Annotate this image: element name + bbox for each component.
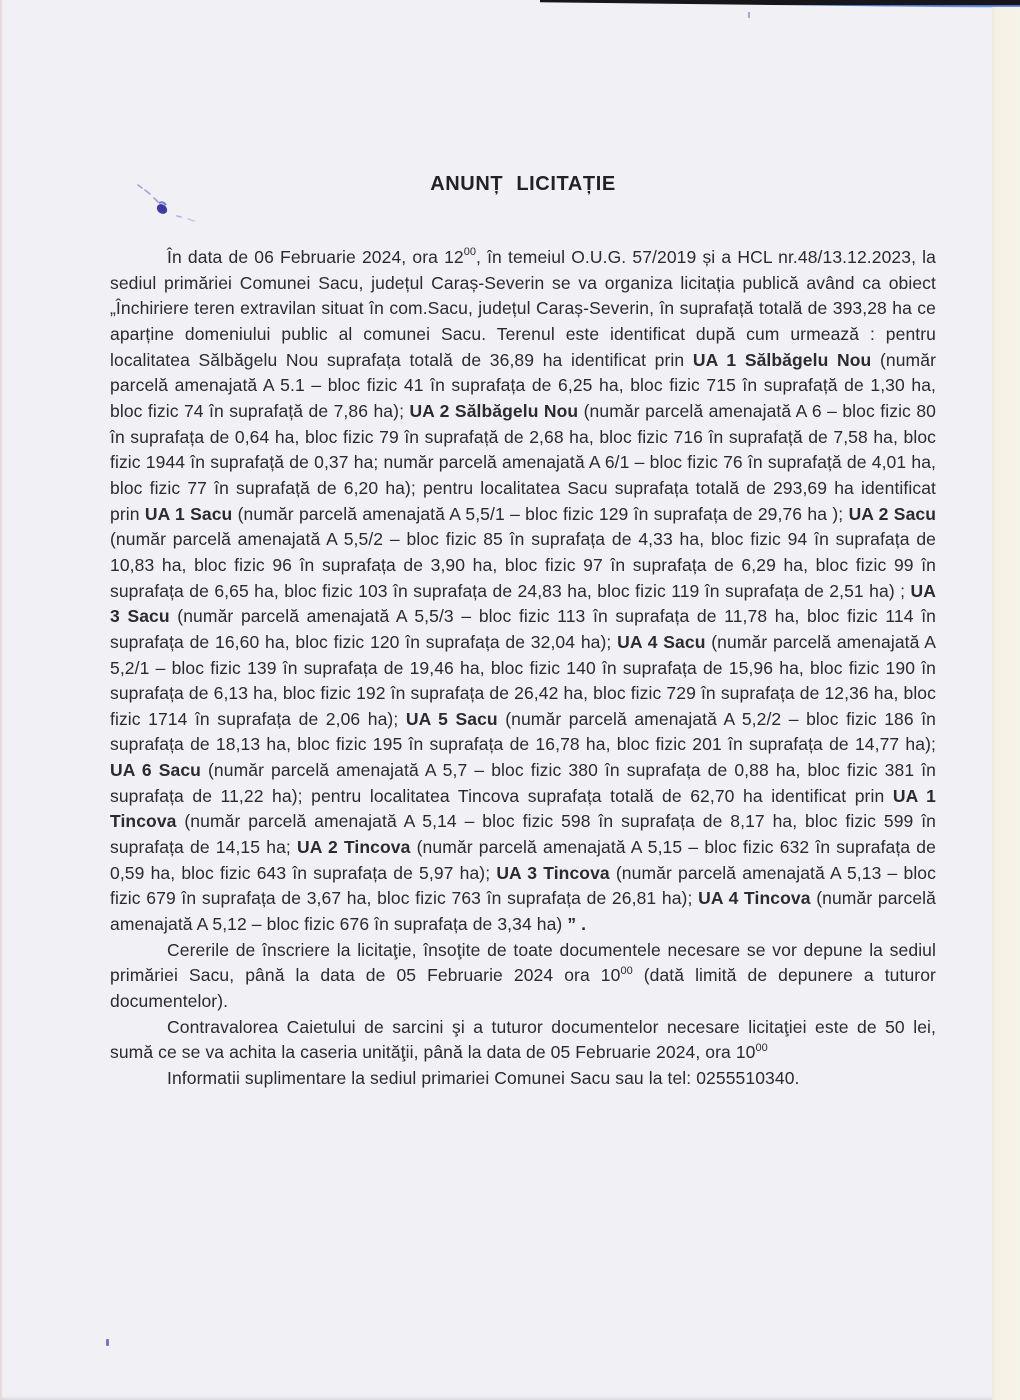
document-body [110, 173, 936, 1092]
paragraph-contact: Informatii suplimentare la sediul primariei Comunei Sacu sau la tel: 0255510340. [167, 1068, 800, 1088]
ink-dot [106, 1339, 109, 1346]
paragraph-fee: Contravalorea Caietului de sarcini şi a tuturor documentelor necesare licitaţiei este de 50 lei, sumă ce se va achita la caseria unităţii, până la data de 05 Februarie 2024, ora $10^{00}$ [110, 1016, 936, 1063]
document-title: ANUNȚ LICITAȚIE [430, 173, 616, 195]
paper-right-edge [992, 7, 1020, 1400]
paragraph-block [110, 245, 936, 1092]
paper-left-edge [0, 0, 3, 1400]
paper-bottom-edge [0, 1396, 992, 1400]
ink-speck [748, 12, 750, 18]
scanner-dark-edge [540, 0, 1020, 8]
paragraph-registration-deadline: Cererile de înscriere la licitaţie, însoţite de toate documentele necesare se vor depune la sediul primăriei Sacu, până la data de 05 Februarie 2024 ora $10^{00}$ (dată limită de depunere a tuturor documentelor). [110, 939, 936, 1012]
paragraph-intro-and-parcels: În data de 06 Februarie 2024, ora $12^{00}$, în temeiul O.U.G. 57/2019 și a HCL nr.48/13.12.2023, la sediul primăriei Comunei Sacu, județul Caraș-Severin se va organiza licitația publică având ca obiect „Închiriere teren extravilan situat în com.Sacu, județul Caraș-Severin, în suprafață totală de 393,28 ha ce aparține domeniului public al comunei Sacu. Terenul este identificat după cum urmează : pentru localitatea Sălbăgelu Nou suprafața totală de 36,89 ha identificat prin UA 1 Sălbăgelu Nou (număr parcelă amenajată A 5.1 – bloc fizic 41 în suprafața de 6,25 ha, bloc fizic 715 în suprafață de 1,30 ha, bloc fizic 74 în suprafață de 7,86 ha); UA 2 Sălbăgelu Nou (număr parcelă amenajată A 6 – bloc fizic 80 în suprafața de 0,64 ha, bloc fizic 79 în suprafață de 2,68 ha, bloc fizic 716 în suprafață de 7,58 ha, bloc fizic 1944 în suprafață de 0,37 ha; număr parcelă amenajată A 6/1 – bloc fizic 76 în suprafață de 4,01 ha, bloc fizic 77 în suprafață de 6,20 ha); pentru localitatea Sacu suprafața totală de 293,69 ha identificat prin UA 1 Sacu (număr parcelă amenajată A 5,5/1 – bloc fizic 129 în suprafața de 29,76 ha ); UA 2 Sacu (număr parcelă amenajată A 5,5/2 – bloc fizic 85 în suprafața de 4,33 ha, bloc fizic 94 în suprafața de 10,83 ha, bloc fizic 96 în suprafața de 3,90 ha, bloc fizic 97 în suprafața de 6,29 ha, bloc fizic 99 în suprafața de 6,65 ha, bloc fizic 103 în suprafața de 24,83 ha, bloc fizic 119 în suprafața de 2,51 ha) ; UA 3 Sacu (număr parcelă amenajată A 5,5/3 – bloc fizic 113 în suprafața de 11,78 ha, bloc fizic 114 în suprafața de 16,60 ha, bloc fizic 120 în suprafața de 32,04 ha); UA 4 Sacu (număr parcelă amenajată A 5,2/1 – bloc fizic 139 în suprafața de 19,46 ha, bloc fizic 140 în suprafața de 15,96 ha, bloc fizic 190 în suprafața de 6,13 ha, bloc fizic 192 în suprafața de 26,42 ha, bloc fizic 729 în suprafața de 12,36 ha, bloc fizic 1714 în suprafața de 2,06 ha); UA 5 Sacu (număr parcelă amenajată A 5,2/2 – bloc fizic 186 în suprafața de 18,13 ha, bloc fizic 195 în suprafața de 16,78 ha, bloc fizic 201 în suprafața de 14,77 ha); UA 6 Sacu (număr parcelă amenajată A 5,7 – bloc fizic 380 în suprafața de 0,88 ha, bloc fizic 381 în suprafața de 11,22 ha); pentru localitatea Tincova suprafața totală de 62,70 ha identificat prin UA 1 Tincova (număr parcelă amenajată A 5,14 – bloc fizic 598 în suprafața de 8,17 ha, bloc fizic 599 în suprafața de 14,15 ha; UA 2 Tincova (număr parcelă amenajată A 5,15 – bloc fizic 632 în suprafața de 0,59 ha, bloc fizic 643 în suprafața de 5,97 ha); UA 3 Tincova (număr parcelă amenajată A 5,13 – bloc fizic 679 în suprafața de 3,67 ha, bloc fizic 763 în suprafața de 26,81 ha); UA 4 Tincova (număr parcelă amenajată A 5,12 – bloc fizic 676 în suprafața de 3,34 ha) ” . [110, 246, 937, 935]
